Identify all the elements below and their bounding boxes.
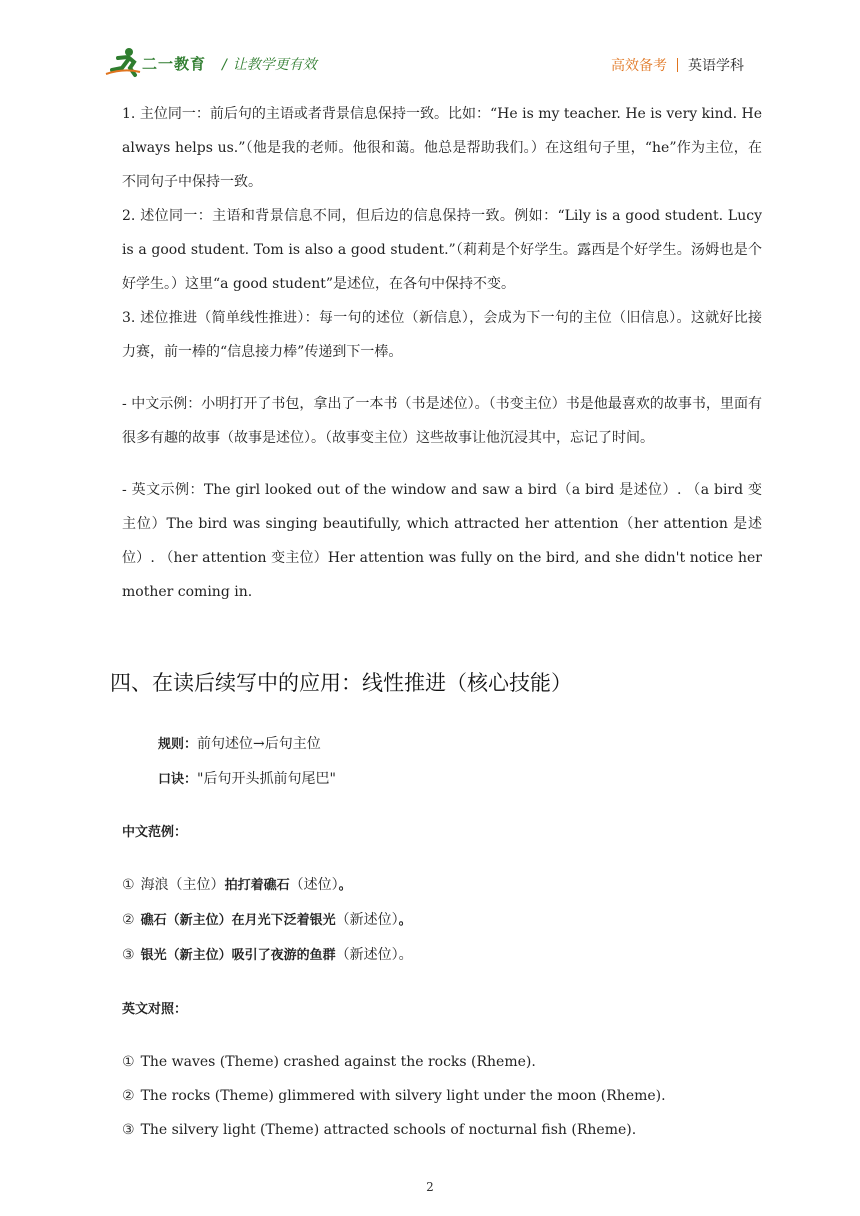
paragraph-english-example: - 英文示例：The girl looked out of the window and saw a bird（a bird 是述位）. （a bird 变主位）The bird was singing beautifully, which attracted her attention（her attention 是述位）. （her attention 变主位）Her attention was fully on the bird, and she didn't notice her mother coming in. (122, 482, 762, 600)
page-header (0, 0, 860, 90)
page-number: 2 (426, 1180, 434, 1194)
english-examples-label: 英文对照： (122, 1002, 188, 1017)
rule-text: 前句述位→后句主位 (197, 736, 321, 752)
slogan-slash: / (222, 57, 227, 73)
list-item: ① The waves (Theme) crashed against the rocks (Rheme). (122, 1054, 536, 1070)
list-item: ② The rocks (Theme) glimmered with silvery light under the moon (Rheme). (122, 1088, 666, 1104)
chinese-examples-label: 中文范例： (122, 825, 188, 840)
mnemonic-label: 口诀： (158, 772, 198, 787)
english-examples-list (122, 1045, 666, 1147)
rule-label: 规则： (158, 737, 198, 752)
list-item: ③ The silvery light (Theme) attracted schools of nocturnal fish (Rheme). (122, 1122, 637, 1138)
header-divider (677, 58, 678, 72)
paragraph-rheme-progression: 3. 述位推进（简单线性推进）：每一句的述位（新信息），会成为下一句的主位（旧信息）。这就好比接力赛，前一棒的“信息接力棒”传递到下一棒。 (122, 310, 762, 360)
rules-block (158, 727, 336, 797)
slogan (222, 54, 317, 74)
body-text (122, 97, 762, 609)
list-item: ② 礁石（新主位）在月光下泛着银光（新述位）。 (122, 912, 412, 928)
header-tag-exam: 高效备考 (611, 58, 667, 74)
rule-line (158, 727, 336, 762)
mnemonic-text: "后句开头抓前句尾巴" (197, 771, 336, 787)
list-item: ① 海浪（主位）拍打着礁石（述位）。 (122, 877, 352, 893)
list-item: ③ 银光（新主位）吸引了夜游的鱼群（新述位）。 (122, 947, 413, 963)
section-title: 四、在读后续写中的应用：线性推进（核心技能） (110, 671, 572, 695)
chinese-examples-list (122, 868, 413, 973)
header-right (611, 55, 744, 75)
slogan-text: 让教学更有效 (232, 57, 317, 73)
header-tag-subject: 英语学科 (688, 58, 744, 74)
logo-text: 二一教育 (142, 55, 207, 73)
paragraph-theme-same: 1. 主位同一：前后句的主语或者背景信息保持一致。比如：“He is my teacher. He is very kind. He always helps us.”（他是我的老师。他很和蔼。他总是帮助我们。）在这组句子里，“he”作为主位，在不同句子中保持一致。 (122, 106, 762, 190)
paragraph-chinese-example: - 中文示例：小明打开了书包，拿出了一本书（书是述位）。（书变主位）书是他最喜欢的故事书，里面有很多有趣的故事（故事是述位）。（故事变主位）这些故事让他沉浸其中，忘记了时间。 (122, 396, 762, 446)
paragraph-rheme-same: 2. 述位同一：主语和背景信息不同，但后边的信息保持一致。例如：“Lily is a good student. Lucy is a good student. Tom is also a good student.”（莉莉是个好学生。露西是个好学生。汤姆也是个好学生。）这里“a good student”是述位，在各句中保持不变。 (122, 208, 762, 292)
mnemonic-line (158, 762, 336, 797)
